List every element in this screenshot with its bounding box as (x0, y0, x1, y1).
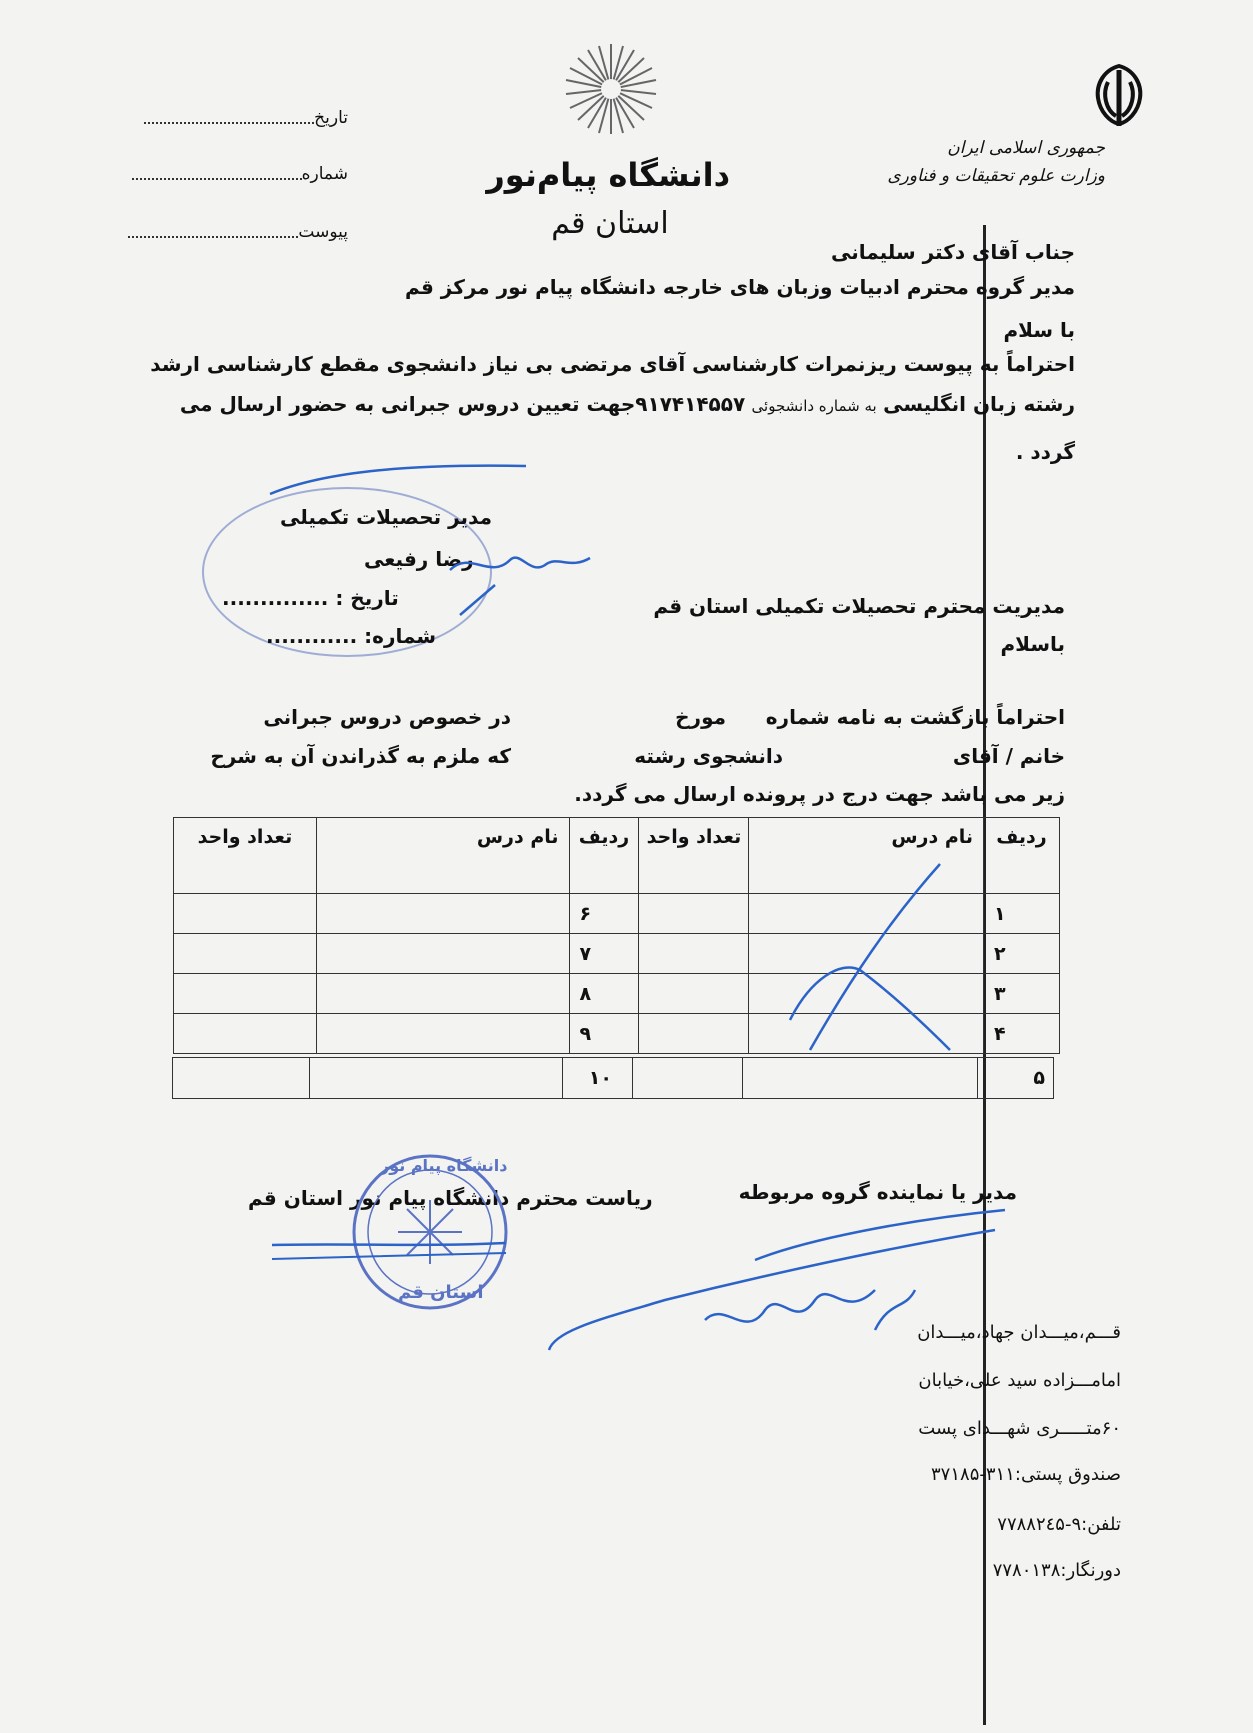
letter1-body-line3: گردد . (1015, 440, 1075, 464)
address-line-1: قـــم،میـــدان جهاد،میـــدان (917, 1322, 1121, 1343)
address-line-3: ۶۰متـــــری شهـــدای پست (918, 1418, 1121, 1439)
signature1-number: شماره: ............ (266, 624, 437, 648)
letter2-line2-a: خانم / آقای (952, 744, 1065, 768)
university-name: دانشگاه پیام‌نور (486, 156, 730, 194)
row-number: ۱ (984, 894, 1060, 934)
letter2-line1-a: احتراماً بازگشت به نامه شماره (765, 705, 1065, 729)
row-number: ۶ (569, 894, 639, 934)
row-number: ۵ (977, 1058, 1053, 1098)
group-rep-signature-label: مدیر یا نماینده گروه مربوطه (738, 1180, 1017, 1204)
signature1-title: مدیر تحصیلات تکمیلی (280, 505, 493, 529)
letter2-addressee: مدیریت محترم تحصیلات تکمیلی استان قم (653, 594, 1065, 618)
row-number: ۴ (984, 1014, 1060, 1054)
letter2-line2-b: دانشجوی رشته (634, 744, 783, 768)
date-label: تاریخ (314, 108, 348, 128)
signature-1-scribble (440, 530, 620, 624)
stamp-2-bottom-text: استان قم (398, 1282, 484, 1303)
emblem-line-2: وزارت علوم تحقیقات و فناوری (887, 166, 1105, 186)
iran-emblem-icon (1086, 60, 1152, 132)
letter1-position: مدیر گروه محترم ادبیات وزبان های خارجه دانشگاه پیام نور مرکز قم (405, 275, 1075, 299)
row-number: ۲ (984, 934, 1060, 974)
row-number: ۱۰ (562, 1058, 632, 1098)
col-header-course-name: نام درس (749, 818, 984, 894)
col-header-course-name-2: نام درس (316, 818, 569, 894)
letter1-body-line1: احتراماً به پیوست ریزنمرات کارشناسی آقای مرتضی بی نیاز دانشجوی مقطع کارشناسی ارشد (150, 352, 1075, 376)
emblem-line-1: جمهوری اسلامی ایران (947, 138, 1105, 158)
number-label: شماره (301, 164, 348, 184)
signature1-date: تاریخ : .............. (222, 586, 399, 610)
presidency-signature-scribble (270, 1225, 510, 1279)
fax: دورنگار:۷۷۸۰۱۳۸ (992, 1560, 1121, 1581)
table-cancel-scribble (770, 860, 970, 1064)
attachment-field (88, 222, 348, 242)
presidency-signature-label: ریاست محترم دانشگاه پیام نور استان قم (248, 1186, 653, 1210)
date-field (88, 108, 348, 128)
letter2-greeting: باسلام (1000, 632, 1065, 656)
letter1-greeting: با سلام (1003, 318, 1075, 342)
number-field (88, 164, 348, 184)
row-number: ۳ (984, 974, 1060, 1014)
stamp-2-top-text: دانشگاه پیام نور (380, 1156, 508, 1175)
phone: تلفن:۹-۷۷۸۸۲٤۵ (997, 1514, 1121, 1535)
letter1-field: رشته زبان انگلیسی (883, 392, 1075, 416)
university-logo-icon (562, 40, 660, 138)
letter1-body-line2 (180, 392, 1075, 416)
address-line-2: امامـــزاده سید علی،خیابان (918, 1370, 1121, 1391)
signature1-name: رضا رفیعی (364, 547, 474, 571)
address-line-4: صندوق پستی:۳۱۱-۳۷۱۸۵ (931, 1464, 1121, 1485)
letter1-student-no-label: به شماره دانشجوئی (751, 397, 877, 415)
row-number: ۷ (569, 934, 639, 974)
letter2-line1-b: مورخ (675, 705, 726, 729)
letter2-line3: زیر می باشد جهت درج در پرونده ارسال می گردد. (574, 782, 1065, 806)
attachment-label: پیوست (298, 222, 348, 242)
letter1-addressee: جناب آقای دکتر سلیمانی (830, 240, 1075, 264)
row-number: ۸ (569, 974, 639, 1014)
letter2-line2-c: که ملزم به گذراندن آن به شرح (210, 744, 511, 768)
col-header-units-2: تعداد واحد (174, 818, 317, 894)
row-number: ۹ (569, 1014, 639, 1054)
university-branch: استان قم (551, 206, 669, 241)
stamp-1-swoosh (268, 458, 528, 502)
letter1-student-no: ۹۱۷۴۱۴۵۵۷جهت تعیین دروس جبرانی به حضور ارسال می (179, 392, 746, 416)
letter2-line1-c: در خصوص دروس جبرانی (263, 705, 511, 729)
col-header-units: تعداد واحد (639, 818, 749, 894)
col-header-row-no: ردیف (984, 818, 1060, 894)
col-header-row-no-2: ردیف (569, 818, 639, 894)
